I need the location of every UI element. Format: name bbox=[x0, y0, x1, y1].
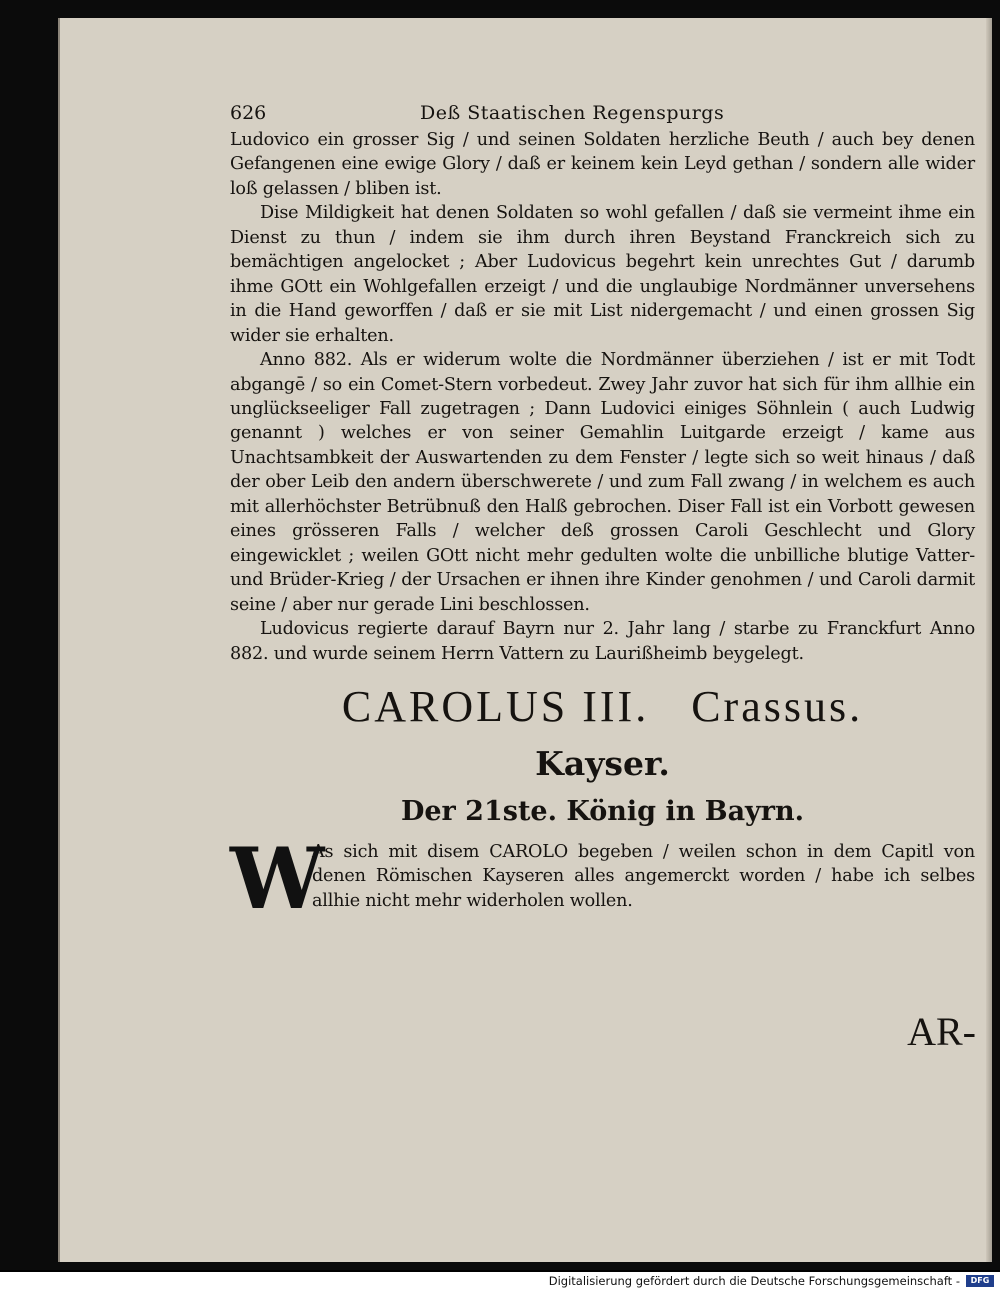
paragraph: Ludovico ein grosser Sig / und seinen Soldaten herzliche Beuth / auch bey denen Gefangenen eine ewige Glory / daß er keinem kein Leyd gethan / sondern alle wider loß gelassen / bliben ist. bbox=[230, 130, 975, 199]
page-number: 626 bbox=[230, 102, 267, 124]
drop-cap: W bbox=[230, 828, 325, 928]
dfg-logo: DFG bbox=[966, 1275, 994, 1287]
paragraph: Dise Mildigkeit hat denen Soldaten so wohl gefallen / daß sie vermeint ihme ein Dienst zu thun / indem sie ihm durch ihren Beystand Franckreich sich zu bemächtigen angelocket ; Aber Ludovicus begehrt kein unrechtes Gut / darumb ihme GOtt ein Wohlgefallen erzeigt / und die unglaubige Nordmänner unversehens in die Hand geworffen / daß er sie mit List nidergemacht / und einen grossen Sig wider sie erhalten. bbox=[230, 203, 975, 346]
page-header bbox=[230, 98, 975, 128]
funding-credit: Digitalisierung gefördert durch die Deutsche Forschungsgemeinschaft - bbox=[548, 1274, 960, 1288]
chapter-title: CAROLUS III. Crassus. bbox=[341, 681, 864, 731]
paragraph: As sich mit disem CAROLO begeben / weilen schon in dem Capitl von denen Römischen Kayseren alles angemerckt worden / habe ich selbes allhie nicht mehr widerholen wollen. bbox=[312, 841, 975, 911]
opening-paragraph bbox=[230, 828, 975, 928]
catchword: AR- bbox=[907, 1009, 976, 1054]
chapter-subtitle: Kayser. bbox=[535, 743, 670, 783]
body-text bbox=[230, 128, 975, 666]
paragraph: Anno 882. Als er widerum wolte die Nordmänner überziehen / ist er mit Todt abgangē / so ein Comet-Stern vorbedeut. Zwey Jahr zuvor hat sich für ihm allhie ein unglückseeliger Fall zugetragen ; Dann Ludovici einiges Söhnlein ( auch Ludwig genannt ) welches er von seiner Gemahlin Luitgarde erzeigt / kame aus Unachtsambkeit der Auswartenden zu dem Fenster / legte sich so weit hinaus / daß der ober Leib den andern überschwerete / und zum Fall zwang / in welchem es auch mit allerhöchster Betrübnuß den Halß gebrochen. Diser Fall ist ein Vorbott gewesen eines grösseren Falls / welcher deß grossen Caroli Geschlecht und Glory eingewicklet ; weilen GOtt nicht mehr gedulten wolte die unbilliche blutige Vatter- und Brüder-Krieg / der Ursachen er ihnen ihre Kinder genohmen / und Caroli darmit seine / aber nur gerade Lini beschlossen. bbox=[230, 350, 975, 615]
running-title: Deß Staatischen Regenspurgs bbox=[420, 102, 725, 124]
paragraph: Ludovicus regierte darauf Bayrn nur 2. Jahr lang / starbe zu Franckfurt Anno 882. und wurde seinem Herrn Vattern zu Laurißheimb beygelegt. bbox=[230, 619, 975, 664]
page-text-block bbox=[230, 98, 975, 928]
footer-bar bbox=[0, 1272, 1000, 1291]
chapter-heading: Der 21ste. König in Bayrn. bbox=[400, 795, 805, 827]
